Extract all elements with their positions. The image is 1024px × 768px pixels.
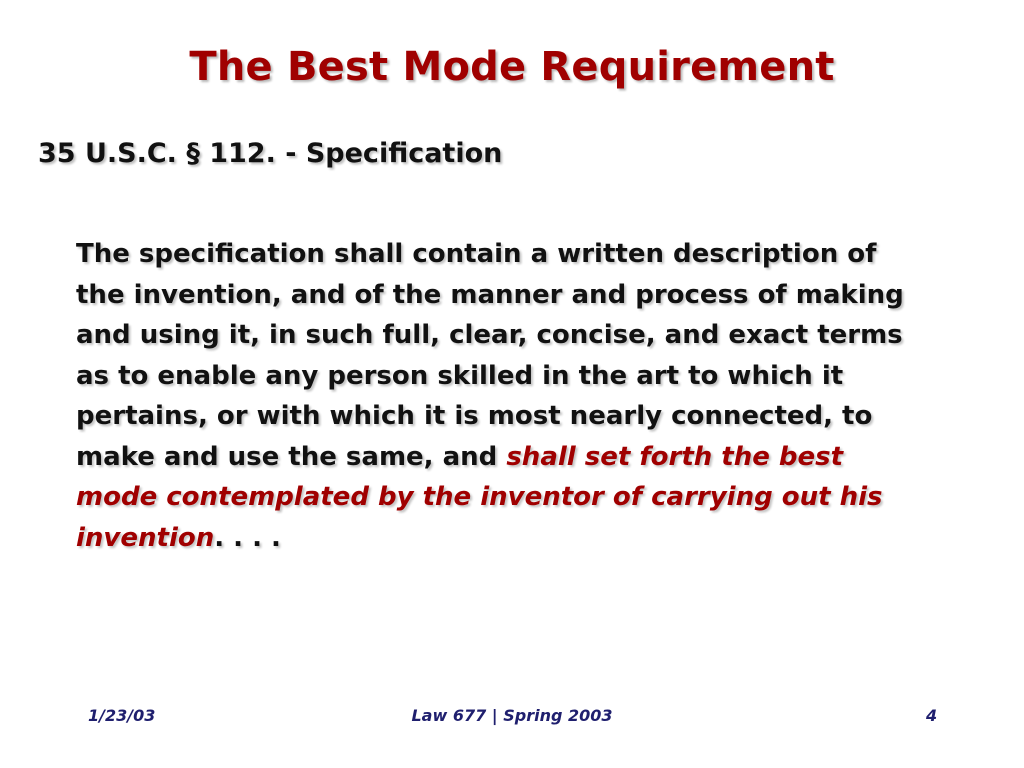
footer-page-number: 4 <box>926 706 938 725</box>
quote-text: make and use the same, and <box>76 441 507 472</box>
footer-date: 1/23/03 <box>88 706 156 725</box>
quote-line <box>76 437 996 478</box>
quote-line <box>76 518 996 559</box>
statute-heading: 35 U.S.C. § 112. - Specification <box>38 138 503 169</box>
footer-course: Law 677 | Spring 2003 <box>411 706 613 725</box>
quote-line: The specification shall contain a written description of <box>76 239 877 269</box>
best-mode-emphasis: mode contemplated by the inventor of carrying out his <box>76 482 883 512</box>
quote-line: as to enable any person skilled in the art to which it <box>76 360 844 391</box>
best-mode-emphasis: invention <box>76 522 215 553</box>
best-mode-emphasis: shall set forth the best <box>506 441 844 472</box>
slide-title: The Best Mode Requirement <box>189 44 835 90</box>
quote-line: the invention, and of the manner and process of making <box>76 279 904 310</box>
statute-quote <box>76 234 996 558</box>
quote-line: and using it, in such full, clear, concise, and exact terms <box>76 320 903 350</box>
quote-line: pertains, or with which it is most nearly connected, to <box>76 401 873 431</box>
quote-ellipsis: . . . . <box>214 522 281 553</box>
